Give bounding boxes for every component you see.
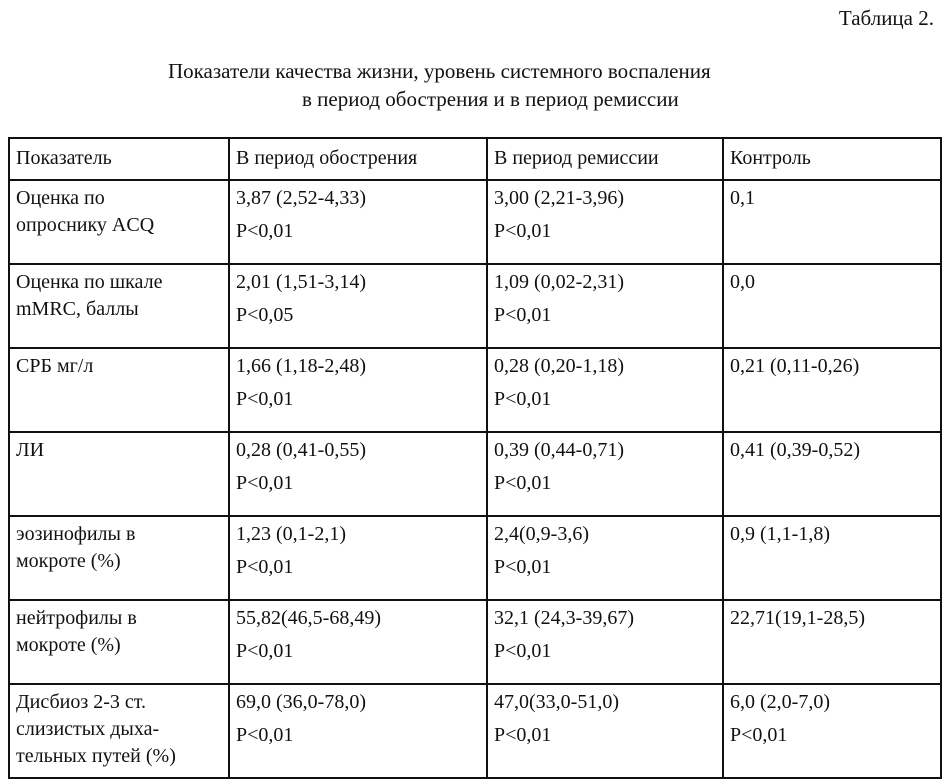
- exacerbation-cell: [229, 264, 487, 348]
- indicator-text: Оценка по шкале: [16, 271, 163, 293]
- remission-value: 1,09 (0,02-2,31): [494, 271, 624, 293]
- remission-value: 2,4(0,9-3,6): [494, 523, 589, 545]
- indicator-cell: [9, 684, 229, 778]
- exacerbation-cell: [229, 684, 487, 778]
- exacerbation-p: P<0,01: [236, 724, 294, 746]
- exacerbation-p: P<0,05: [236, 304, 294, 326]
- control-value: 0,1: [730, 187, 755, 209]
- control-value: 0,41 (0,39-0,52): [730, 439, 860, 461]
- exacerbation-value: 0,28 (0,41-0,55): [236, 439, 366, 461]
- indicator-cell: [9, 432, 229, 516]
- remission-p: P<0,01: [494, 724, 552, 746]
- control-cell: [723, 600, 941, 684]
- indicator-cell: [9, 600, 229, 684]
- indicator-text: мокроте (%): [16, 550, 121, 572]
- table-row: [9, 180, 941, 264]
- control-cell: [723, 432, 941, 516]
- remission-cell: [487, 684, 723, 778]
- table-row: [9, 348, 941, 432]
- exacerbation-p: P<0,01: [236, 388, 294, 410]
- table-row: [9, 264, 941, 348]
- indicator-cell: [9, 348, 229, 432]
- remission-value: 0,39 (0,44-0,71): [494, 439, 624, 461]
- remission-p: P<0,01: [494, 304, 552, 326]
- exacerbation-value: 1,66 (1,18-2,48): [236, 355, 366, 377]
- control-cell: [723, 684, 941, 778]
- control-value: 0,0: [730, 271, 755, 293]
- results-table: [8, 137, 942, 779]
- exacerbation-cell: [229, 348, 487, 432]
- exacerbation-value: 1,23 (0,1-2,1): [236, 523, 346, 545]
- indicator-text: mMRC, баллы: [16, 298, 139, 320]
- header-control: Контроль: [723, 138, 941, 180]
- exacerbation-p: P<0,01: [236, 640, 294, 662]
- indicator-cell: [9, 516, 229, 600]
- table-row: [9, 516, 941, 600]
- indicator-text: опроснику ACQ: [16, 214, 155, 236]
- remission-p: P<0,01: [494, 220, 552, 242]
- control-value: 22,71(19,1-28,5): [730, 607, 865, 629]
- indicator-cell: [9, 264, 229, 348]
- table-row: [9, 600, 941, 684]
- remission-value: 47,0(33,0-51,0): [494, 691, 619, 713]
- remission-cell: [487, 180, 723, 264]
- remission-cell: [487, 264, 723, 348]
- indicator-text: мокроте (%): [16, 634, 121, 656]
- exacerbation-p: P<0,01: [236, 472, 294, 494]
- remission-cell: [487, 516, 723, 600]
- indicator-text: тельных путей (%): [16, 745, 176, 767]
- control-value: 0,9 (1,1-1,8): [730, 523, 830, 545]
- indicator-text: Оценка по: [16, 187, 105, 209]
- remission-value: 32,1 (24,3-39,67): [494, 607, 634, 629]
- table-number: Таблица 2.: [838, 6, 934, 30]
- control-cell: [723, 264, 941, 348]
- indicator-text: эозинофилы в: [16, 523, 136, 545]
- remission-value: 3,00 (2,21-3,96): [494, 187, 624, 209]
- indicator-text: нейтрофилы в: [16, 607, 137, 629]
- indicator-text: слизистых дыха-: [16, 718, 160, 740]
- remission-value: 0,28 (0,20-1,18): [494, 355, 624, 377]
- indicator-cell: [9, 180, 229, 264]
- exacerbation-p: P<0,01: [236, 556, 294, 578]
- remission-cell: [487, 432, 723, 516]
- table-row: [9, 684, 941, 778]
- exacerbation-cell: [229, 600, 487, 684]
- exacerbation-p: P<0,01: [236, 220, 294, 242]
- exacerbation-cell: [229, 180, 487, 264]
- caption-line-1: Показатели качества жизни, уровень системного воспаления: [168, 59, 711, 83]
- exacerbation-cell: [229, 432, 487, 516]
- header-indicator: Показатель: [9, 138, 229, 180]
- exacerbation-cell: [229, 516, 487, 600]
- remission-cell: [487, 348, 723, 432]
- remission-p: P<0,01: [494, 472, 552, 494]
- control-cell: [723, 516, 941, 600]
- control-value: 6,0 (2,0-7,0): [730, 691, 830, 713]
- remission-p: P<0,01: [494, 556, 552, 578]
- table-row: [9, 432, 941, 516]
- exacerbation-value: 55,82(46,5-68,49): [236, 607, 381, 629]
- header-remission: В период ремиссии: [487, 138, 723, 180]
- caption-line-2: в период обострения и в период ремиссии: [302, 87, 679, 111]
- exacerbation-value: 3,87 (2,52-4,33): [236, 187, 366, 209]
- control-cell: [723, 348, 941, 432]
- remission-p: P<0,01: [494, 640, 552, 662]
- table-header-row: [9, 138, 941, 180]
- control-value: 0,21 (0,11-0,26): [730, 355, 860, 377]
- exacerbation-value: 2,01 (1,51-3,14): [236, 271, 366, 293]
- header-exacerbation: В период обострения: [229, 138, 487, 180]
- remission-p: P<0,01: [494, 388, 552, 410]
- indicator-text: Дисбиоз 2-3 ст.: [16, 691, 147, 713]
- indicator-text: СРБ мг/л: [16, 355, 94, 377]
- remission-cell: [487, 600, 723, 684]
- exacerbation-value: 69,0 (36,0-78,0): [236, 691, 366, 713]
- control-cell: [723, 180, 941, 264]
- indicator-text: ЛИ: [16, 439, 45, 461]
- control-p: P<0,01: [730, 724, 788, 746]
